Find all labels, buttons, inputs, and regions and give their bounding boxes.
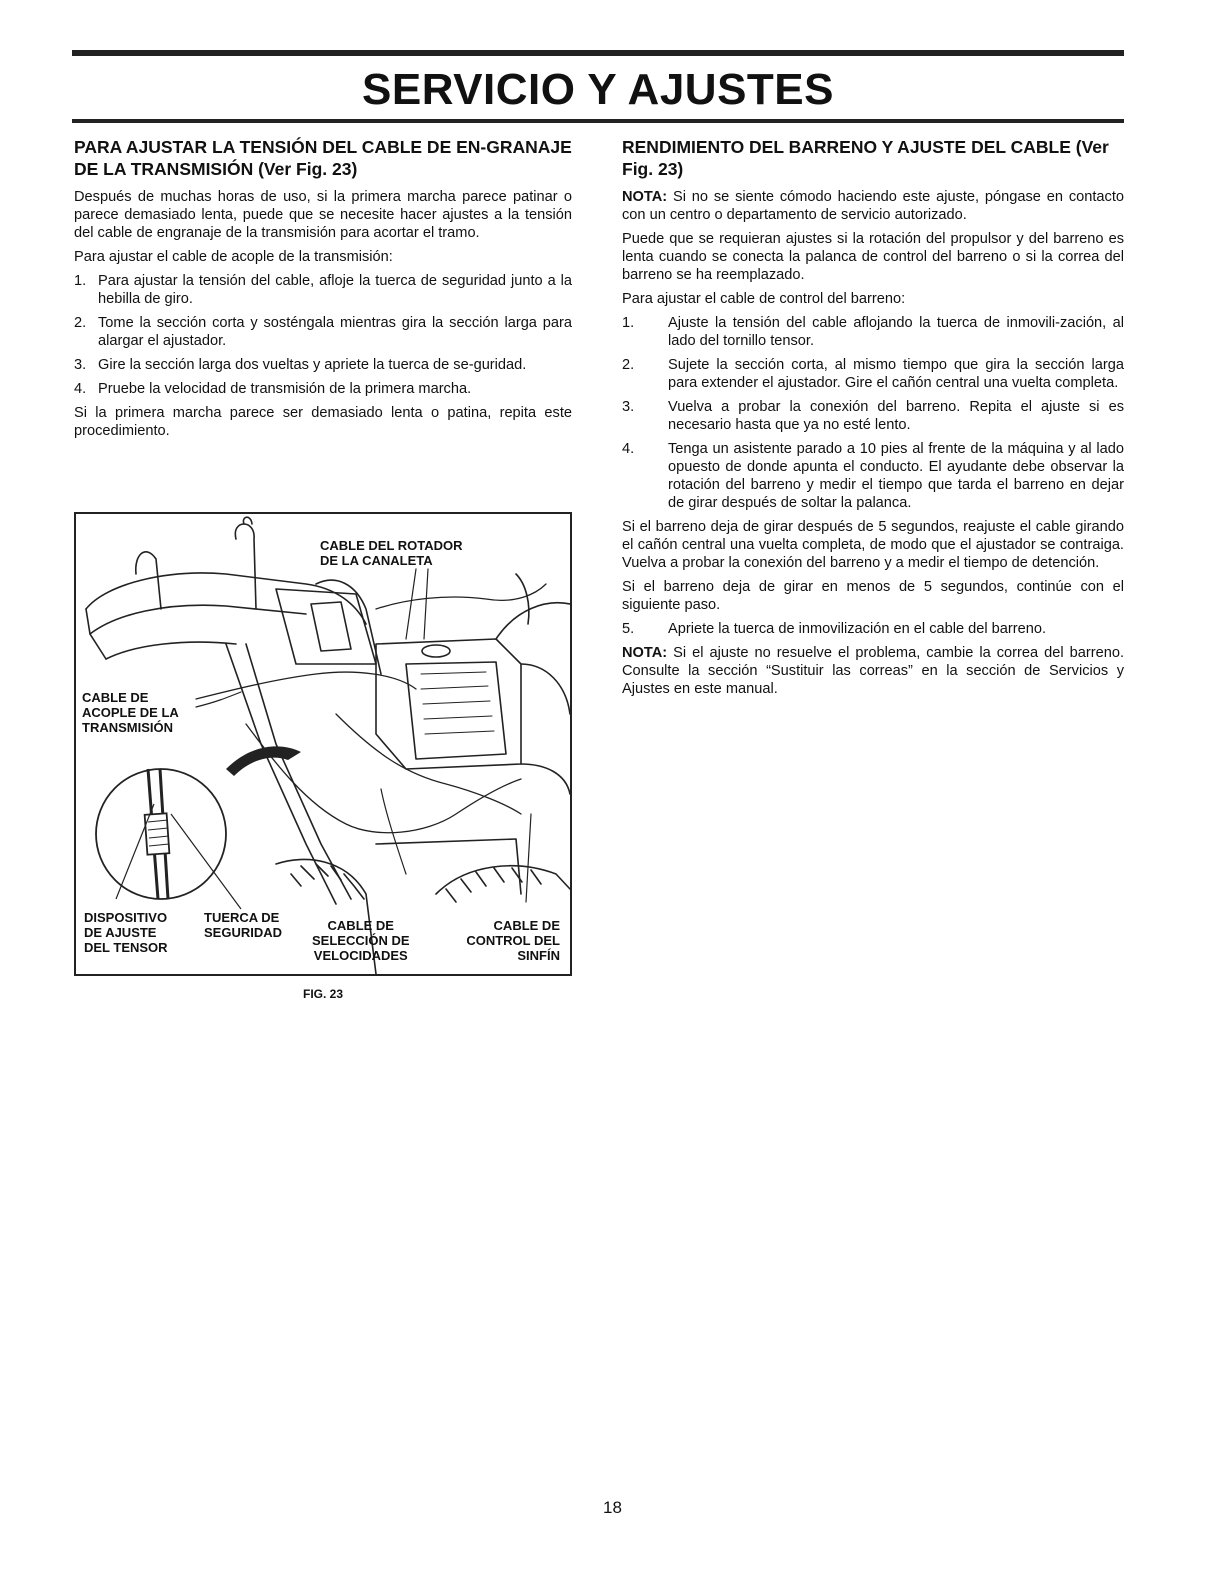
left-intro: Después de muchas horas de uso, si la primera marcha parece patinar o parece demasiado lenta, puede que se necesite hacer ajustes a la tensión del cable de engranaje de la transmisión para acortar el tramo.	[74, 189, 572, 241]
label-line: CONTROL DEL	[466, 933, 560, 948]
label-rotator-cable	[320, 538, 463, 568]
list-item	[74, 272, 572, 308]
step-text: Apriete la tuerca de inmovilización en el cable del barreno.	[668, 621, 1047, 637]
step-text: Gire la sección larga dos vueltas y apriete la tuerca de se-guridad.	[98, 357, 527, 373]
left-column	[74, 136, 572, 446]
list-item	[622, 398, 1124, 434]
page-number: 18	[603, 1498, 622, 1517]
label-coupling-cable	[82, 690, 179, 735]
label-line: DISPOSITIVO	[84, 910, 168, 925]
left-lead: Para ajustar el cable de acople de la transmisión:	[74, 249, 393, 265]
step-text: Pruebe la velocidad de transmisión de la primera marcha.	[98, 381, 472, 397]
step-number: 5.	[622, 621, 635, 637]
snowblower-illustration	[76, 514, 570, 974]
step-text: Ajuste la tensión del cable aflojando la tuerca de inmovili-zación, al lado del tornillo tensor.	[668, 315, 1124, 349]
step-number: 2.	[74, 315, 87, 331]
right-note2	[622, 644, 1124, 698]
step-number: 1.	[74, 273, 87, 289]
label-auger-cable	[438, 918, 560, 963]
right-column	[622, 136, 1124, 704]
step-text: Sujete la sección corta, al mismo tiempo que gira la sección larga para extender el ajustador. Gire el cañón central una vuelta completa.	[668, 357, 1124, 391]
label-line: DE AJUSTE	[84, 925, 157, 940]
label-speed-cable	[312, 918, 410, 963]
label-line: SINFÍN	[517, 948, 560, 963]
note-text: Si el ajuste no resuelve el problema, cambie la correa del barreno. Consulte la sección “Sustituir las correas” en la sección de Servicios y Ajustes en este manual.	[622, 645, 1124, 697]
note-text: Si no se siente cómodo haciendo este ajuste, póngase en contacto con un centro o departamento de servicio autorizado.	[622, 189, 1124, 223]
figure-caption: FIG. 23	[302, 987, 343, 1001]
label-line: SEGURIDAD	[204, 925, 283, 940]
step-text: Tenga un asistente parado a 10 pies al frente de la máquina y al lado opuesto de donde apunta el conducto. El ayudante debe observar la rotación del barreno y medir el tiempo que tarda el barreno en dejar de girar después de soltar la palanca.	[668, 441, 1124, 511]
note-label: NOTA:	[622, 189, 668, 205]
label-line: DEL TENSOR	[84, 940, 168, 955]
figure-23	[74, 512, 572, 976]
label-line: SELECCIÓN DE	[312, 933, 410, 948]
right-step5	[622, 620, 1124, 638]
list-item	[74, 356, 572, 374]
label-line: CABLE DEL ROTADOR	[320, 538, 463, 553]
step-number: 3.	[74, 357, 87, 373]
label-line: VELOCIDADES	[313, 948, 408, 963]
left-steps	[74, 272, 572, 398]
list-item	[622, 314, 1124, 350]
list-item	[622, 620, 1124, 638]
step-number: 1.	[622, 315, 635, 331]
step-number: 3.	[622, 399, 635, 415]
list-item	[622, 440, 1124, 512]
note-label: NOTA:	[622, 645, 668, 661]
list-item	[622, 356, 1124, 392]
list-item	[74, 380, 572, 398]
label-lock-nut	[204, 910, 282, 940]
label-line: CABLE DE	[493, 918, 560, 933]
label-line: ACOPLE DE LA	[82, 705, 179, 720]
right-lead: Para ajustar el cable de control del barreno:	[622, 291, 906, 307]
step-text: Tome la sección corta y sosténgala mientras gira la sección larga para alargar el ajustador.	[98, 315, 572, 349]
right-steps	[622, 314, 1124, 512]
right-para1: Puede que se requieran ajustes si la rotación del propulsor y del barreno es lenta cuando se conecta la palanca de control del barreno o si la correa del barreno se ha reemplazado.	[622, 231, 1124, 283]
step-number: 4.	[622, 441, 635, 457]
step-number: 4.	[74, 381, 87, 397]
right-para3: Si el barreno deja de girar en menos de 5 segundos, continúe con el siguiente paso.	[622, 579, 1124, 613]
right-para2: Si el barreno deja de girar después de 5 segundos, reajuste el cable girando el cañón central una vuelta completa, de modo que el ajustador se contraiga. Vuelva a probar la conexión del barreno y a medir el tiempo de detención.	[622, 519, 1124, 571]
list-item	[74, 314, 572, 350]
label-line: CABLE DE	[327, 918, 394, 933]
label-line: TUERCA DE	[204, 910, 280, 925]
label-line: DE LA CANALETA	[320, 553, 433, 568]
step-number: 2.	[622, 357, 635, 373]
label-line: TRANSMISIÓN	[82, 720, 173, 735]
right-note1	[622, 188, 1124, 224]
header-rule-bottom	[72, 119, 1124, 123]
left-heading: PARA AJUSTAR LA TENSIÓN DEL CABLE DE EN-GRANAJE DE LA TRANSMISIÓN (Ver Fig. 23)	[74, 137, 572, 179]
label-tensor-device	[84, 910, 168, 955]
label-line: CABLE DE	[82, 690, 149, 705]
right-heading: RENDIMIENTO DEL BARRENO Y AJUSTE DEL CABLE (Ver Fig. 23)	[622, 137, 1109, 179]
page-title: SERVICIO Y AJUSTES	[362, 65, 834, 114]
left-closing: Si la primera marcha parece ser demasiado lenta o patina, repita este procedimiento.	[74, 405, 572, 439]
step-text: Vuelva a probar la conexión del barreno. Repita el ajuste si es necesario hasta que ya no esté lento.	[668, 399, 1124, 433]
header-rule-top	[72, 50, 1124, 56]
step-text: Para ajustar la tensión del cable, afloje la tuerca de seguridad junto a la hebilla de giro.	[98, 273, 572, 307]
